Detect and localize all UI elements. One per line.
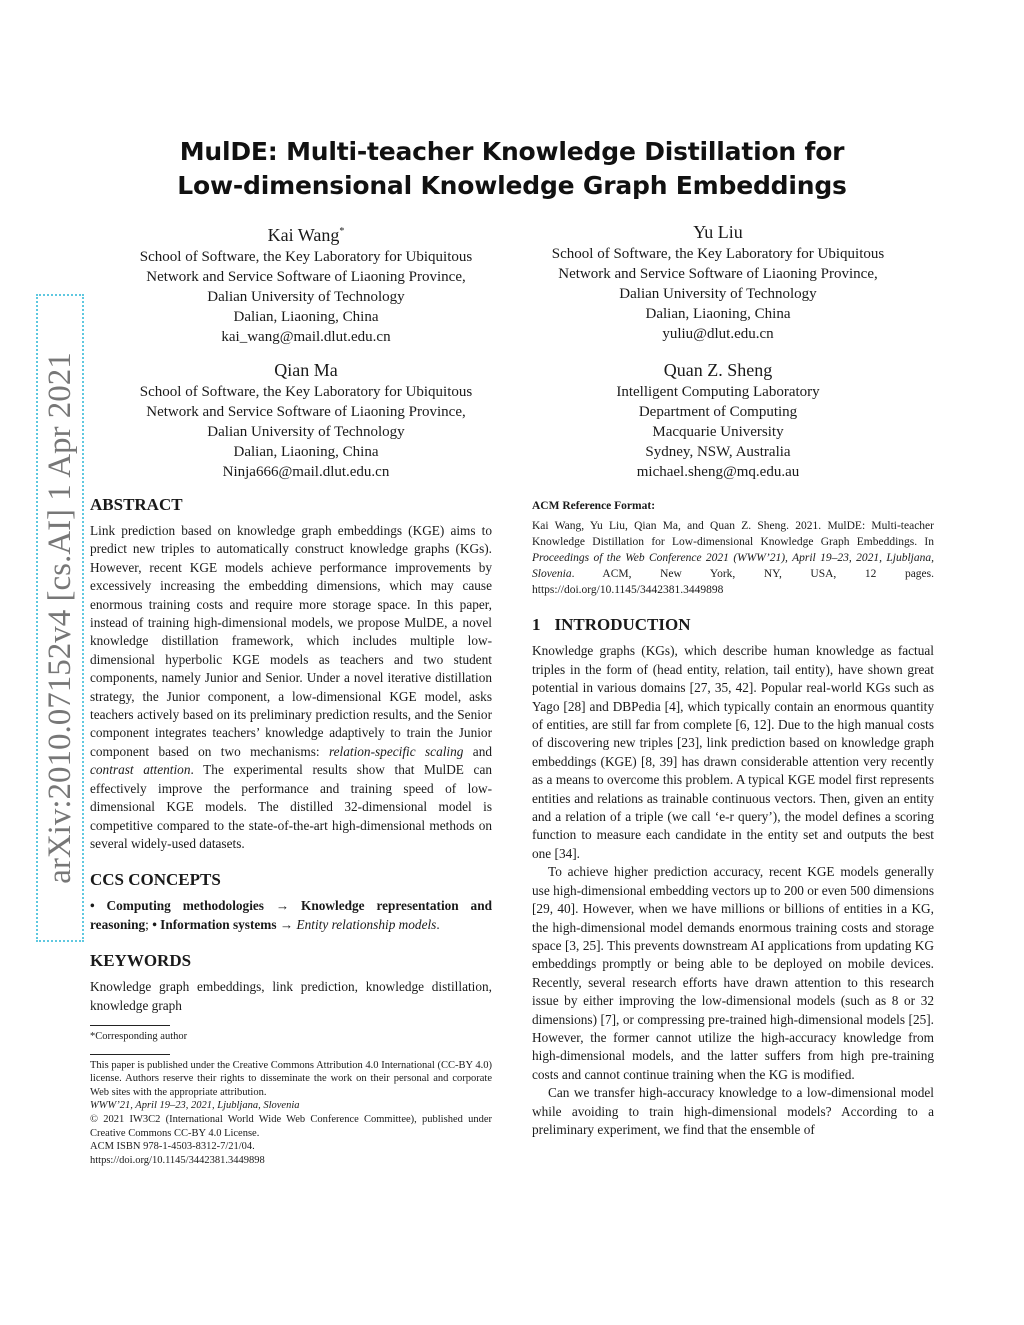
affiliation-line: Macquarie University xyxy=(652,424,784,440)
footnote-mark: * xyxy=(339,226,345,237)
ccs-text: • Computing methodologies → Knowledge representation and reasoning; • Information systems → Entity relationship models. xyxy=(90,898,492,932)
title-line-1: MulDE: Multi-teacher Knowledge Distillation for xyxy=(179,137,845,166)
affiliation-line: School of Software, the Key Laboratory for Ubiquitous xyxy=(139,249,473,265)
intro-paragraph-3: Can we transfer high-accuracy knowledge to a low-dimensional model while avoiding to train high-dimensional models? According to a preliminary experiment, we find that the ensemble of xyxy=(532,1085,934,1137)
affiliation-line: Network and Service Software of Liaoning Province, xyxy=(146,269,466,285)
intro-paragraph-1: Knowledge graphs (KGs), which describe human knowledge as factual triples in the form of (head entity, relation, tail entity), have shown great potential in various domains [27, 35, 42]. Popular real-world KGs such as Yago [28] and DBPedia [4], which typically contain an enormous quantity of entities, are still far from complete [6, 12]. Due to the high manual costs of discovering new triples [23], link prediction based on knowledge graph embeddings (KGE) [8, 39] has drawn considerable attention very recently as a means to overcome this problem. A typical KGE model first represents entities and relations as trainable continuous vectors. Then, given an entity and a relation of a triple (we call ‘e-r query’), the model defines a scoring function to measure each candidate in the entity set and outputs the best one [34]. xyxy=(532,643,934,861)
venue-note: WWW’21, April 19–23, 2021, Ljubljana, Slovenia xyxy=(90,1100,300,1112)
author-email[interactable]: yuliu@dlut.edu.cn xyxy=(662,326,774,342)
affiliation-line: School of Software, the Key Laboratory for Ubiquitous xyxy=(551,246,885,262)
author-block-1 xyxy=(86,220,526,347)
abstract-italic-1: relation-specific scaling xyxy=(328,743,464,759)
abstract-heading: ABSTRACT xyxy=(90,495,183,514)
abstract-italic-2: contrast attention xyxy=(90,762,191,778)
intro-paragraph-2: To achieve higher prediction accuracy, recent KGE models generally use high-dimensional embedding vectors up to 200 or even 500 dimensions [29, 40]. However, when we have millions or billions of entities in a KG, the high-dimensional model demands enormous training costs and storage space [3, 25]. This prevents downstream AI applications from updating KG embeddings promptly or being able to be deployed on mobile devices. Recently, several research efforts have drawn attention to this research issue by either improving the low-dimensional models (such as 8 or 32 dimensions) [7], or compressing pre-trained high-dimensional models [25]. However, the former cannot utilize the high-accuracy knowledge from high-dimensional models, and the latter suffers from high pre-training costs and cannot continue training when the KG is modified. xyxy=(532,864,934,1082)
author-block-3 xyxy=(86,358,526,482)
affiliation-line: Network and Service Software of Liaoning Province, xyxy=(146,404,466,420)
copyright-note: © 2021 IW3C2 (International World Wide Web Conference Committee), published under Creative Commons CC-BY 4.0 License. xyxy=(90,1113,492,1139)
introduction-heading: 1 INTRODUCTION xyxy=(532,615,691,635)
right-column xyxy=(532,497,934,1139)
footnote-rule xyxy=(90,1025,170,1026)
author-name: Qian Ma xyxy=(274,360,338,380)
author-email[interactable]: Ninja666@mail.dlut.edu.cn xyxy=(222,464,390,480)
footnote-rule xyxy=(90,1054,170,1055)
affiliation-line: Network and Service Software of Liaoning Province, xyxy=(558,266,878,282)
acm-reference-text: Kai Wang, Yu Liu, Qian Ma, and Quan Z. Sheng. 2021. MulDE: Multi-teacher Knowledge Distillation for Low-dimensional Knowledge Graph Embeddings. In Proceedings of the Web Conference 2021 (WWW’21), April 19–23, 2021, Ljubljana, Slovenia. ACM, New York, NY, USA, 12 pages. https://doi.org/10.1145/3442381.3449898 xyxy=(532,520,934,597)
author-block-4 xyxy=(498,358,938,482)
keywords-heading: KEYWORDS xyxy=(90,951,192,971)
doi-link[interactable]: https://doi.org/10.1145/3442381.3449898 xyxy=(90,1154,265,1166)
affiliation-line: Dalian University of Technology xyxy=(207,424,405,440)
affiliation-line: Sydney, NSW, Australia xyxy=(645,444,791,460)
title-line-2: Low-dimensional Knowledge Graph Embeddings xyxy=(177,171,847,200)
author-name: Quan Z. Sheng xyxy=(663,360,773,380)
affiliation-line: School of Software, the Key Laboratory for Ubiquitous xyxy=(139,384,473,400)
affiliation-line: Dalian, Liaoning, China xyxy=(233,309,379,325)
affiliation-line: Dalian, Liaoning, China xyxy=(233,444,379,460)
author-block-2 xyxy=(498,220,938,344)
arxiv-stamp[interactable]: arXiv:2010.07152v4 [cs.AI] 1 Apr 2021 xyxy=(40,298,80,938)
affiliation-line: Department of Computing xyxy=(638,404,798,420)
footnote-corresponding: *Corresponding author xyxy=(90,1030,188,1042)
keywords-text: Knowledge graph embeddings, link prediction, knowledge distillation, knowledge graph xyxy=(90,979,492,1013)
affiliation-line: Intelligent Computing Laboratory xyxy=(616,384,820,400)
abstract-text: Link prediction based on knowledge graph embeddings (KGE) aims to predict new triples to automatically construct knowledge graphs (KGs). However, recent KGE models achieve performance improvements by excessively increasing the embedding dimensions, which may cause enormous training costs and require more storage space. In this paper, instead of training high-dimensional models, we propose MulDE, a novel knowledge distillation framework, which includes multiple low-dimensional hyperbolic KGE models as teachers and two student components, namely Junior and Senior. Under a novel iterative distillation strategy, the Junior component, a low-dimensional KGE model, asks teachers actively based on its preliminary prediction results, and the Senior component integrates teachers’ knowledge adaptively to train the Junior component based on two mechanisms: relation-specific scaling and contrast attention. The experimental results show that MulDE can effectively improve the performance and training speed of low-dimensional KGE models. The distilled 32-dimensional model is competitive compared to the state-of-the-art high-dimensional methods on several widely-used datasets. xyxy=(90,523,492,851)
affiliation-line: Dalian University of Technology xyxy=(619,286,817,302)
author-email[interactable]: kai_wang@mail.dlut.edu.cn xyxy=(221,329,391,345)
ccs-heading: CCS CONCEPTS xyxy=(90,870,221,890)
author-email[interactable]: michael.sheng@mq.edu.au xyxy=(636,464,800,480)
acm-reference-heading: ACM Reference Format: xyxy=(532,500,656,512)
author-name: Yu Liu xyxy=(693,222,743,242)
paper-title xyxy=(0,135,1024,203)
isbn-note: ACM ISBN 978-1-4503-8312-7/21/04. xyxy=(90,1141,255,1153)
license-note: This paper is published under the Creative Commons Attribution 4.0 International (CC-BY 4.0) license. Authors reserve their rights to disseminate the work on their personal and corporate Web sites with the appropriate attribution. xyxy=(90,1059,492,1098)
left-column xyxy=(90,494,492,1167)
affiliation-line: Dalian, Liaoning, China xyxy=(645,306,791,322)
affiliation-line: Dalian University of Technology xyxy=(207,289,405,305)
author-name: Kai Wang* xyxy=(267,225,345,245)
